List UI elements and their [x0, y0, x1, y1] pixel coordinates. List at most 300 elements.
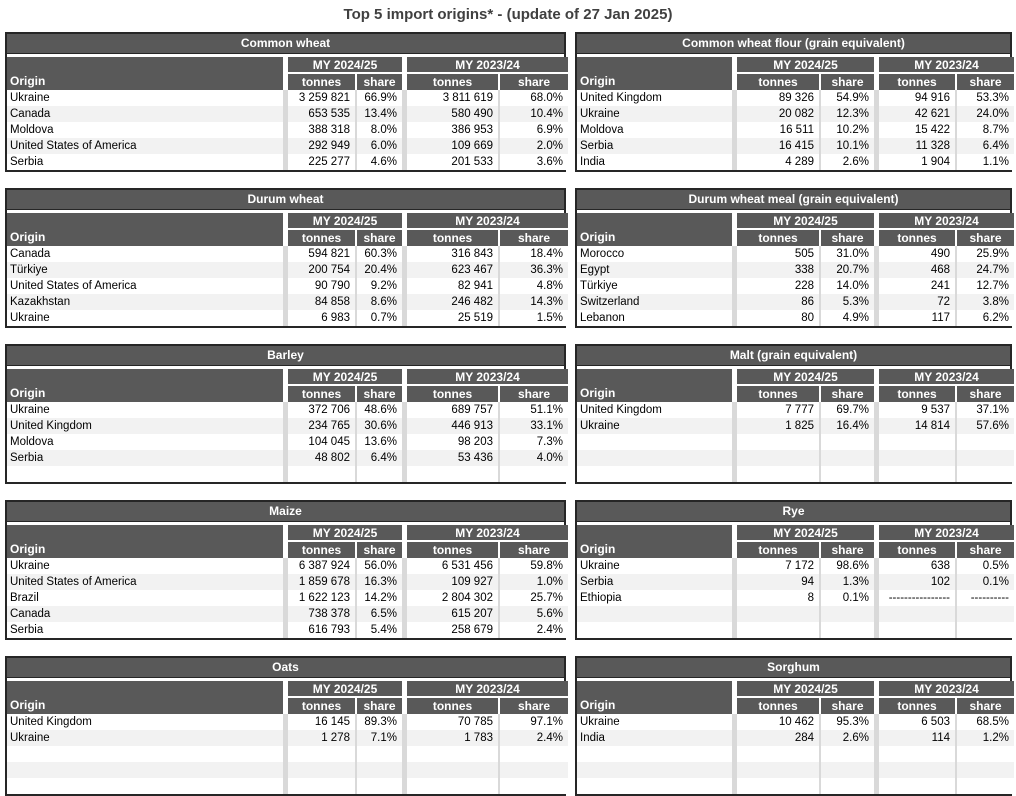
share-current-cell: 7.1% [370, 732, 397, 744]
share-previous-cell: 10.4% [530, 108, 563, 120]
share-current-cell: 13.6% [364, 436, 397, 448]
share-previous-cell: ---------- [970, 592, 1009, 604]
tonnes-previous-cell [407, 746, 498, 762]
tonnes-current-cell [737, 762, 819, 778]
col-header-tonnes: tonnes [288, 385, 355, 402]
table-row [577, 434, 1014, 450]
share-current-cell: 95.3% [836, 716, 869, 728]
share-previous-cell: 14.3% [530, 296, 563, 308]
col-header-origin: Origin [577, 369, 732, 402]
tonnes-current-cell: 292 949 [308, 140, 350, 152]
origin-cell: Serbia [10, 452, 44, 464]
origin-cell: India [580, 732, 605, 744]
col-header-share: share [500, 73, 568, 90]
origin-cell: Ukraine [10, 312, 50, 324]
data-table [7, 213, 568, 326]
origin-cell: United Kingdom [580, 92, 662, 104]
header-row-years [7, 57, 568, 73]
col-header-my-previous: MY 2023/24 [879, 57, 1014, 73]
origin-cell: Ukraine [10, 732, 50, 744]
tonnes-current-cell: 84 858 [314, 296, 350, 308]
table-title: Durum wheat meal (grain equivalent) [577, 190, 1010, 210]
share-current-cell [821, 434, 874, 450]
share-current-cell: 89.3% [364, 716, 397, 728]
share-current-cell: 4.9% [842, 312, 869, 324]
share-previous-cell [500, 466, 568, 482]
table-row [577, 622, 1014, 638]
tonnes-previous-cell: 623 467 [451, 264, 493, 276]
origin-cell: Ukraine [580, 108, 620, 120]
tonnes-previous-cell: 638 [930, 560, 950, 572]
origin-cell: Ukraine [10, 92, 50, 104]
header-row-years [7, 213, 568, 229]
col-header-tonnes: tonnes [288, 697, 355, 714]
col-header-tonnes: tonnes [288, 229, 355, 246]
col-header-share: share [821, 73, 874, 90]
tonnes-current-cell: 388 318 [308, 124, 350, 136]
tonnes-previous-cell: 689 757 [451, 404, 493, 416]
tonnes-current-cell [737, 622, 819, 638]
table-row [7, 106, 568, 122]
origin-cell [577, 622, 732, 638]
tonnes-previous-cell [879, 746, 955, 762]
tonnes-current-cell: 200 754 [308, 264, 350, 276]
col-header-my-current: MY 2024/25 [288, 57, 402, 73]
tonnes-current-cell: 284 [794, 732, 814, 744]
table-row [577, 246, 1014, 262]
share-current-cell: 5.3% [842, 296, 869, 308]
tonnes-current-cell: 228 [794, 280, 814, 292]
header-row-years [577, 213, 1014, 229]
tonnes-previous-cell: 580 490 [451, 108, 493, 120]
origin-cell [577, 778, 732, 794]
origin-cell: Türkiye [10, 264, 48, 276]
col-header-tonnes: tonnes [407, 697, 498, 714]
share-current-cell: 60.3% [364, 248, 397, 260]
col-header-share: share [957, 229, 1014, 246]
share-previous-cell: 37.1% [976, 404, 1009, 416]
table-common-wheat-flour-grain-equivalent [575, 32, 1012, 172]
col-header-tonnes: tonnes [407, 229, 498, 246]
tonnes-current-cell: 372 706 [308, 404, 350, 416]
header-row-years [577, 57, 1014, 73]
share-previous-cell [957, 450, 1014, 466]
share-current-cell: 5.4% [370, 624, 397, 636]
origin-cell: United States of America [10, 280, 137, 292]
table-row [7, 466, 568, 482]
col-header-tonnes: tonnes [288, 541, 355, 558]
share-previous-cell: 68.5% [976, 716, 1009, 728]
table-row [577, 294, 1014, 310]
table-row [7, 90, 568, 106]
origin-cell: Ukraine [10, 404, 50, 416]
share-previous-cell: 3.8% [982, 296, 1009, 308]
origin-cell: United Kingdom [580, 404, 662, 416]
origin-cell: United Kingdom [10, 716, 92, 728]
share-current-cell: 6.0% [370, 140, 397, 152]
share-current-cell: 30.6% [364, 420, 397, 432]
tonnes-previous-cell: 1 783 [464, 732, 493, 744]
table-row [7, 310, 568, 326]
origin-cell: Kazakhstan [10, 296, 71, 308]
tonnes-current-cell [288, 466, 355, 482]
origin-cell: Serbia [580, 576, 614, 588]
table-row [577, 450, 1014, 466]
origin-cell: Türkiye [580, 280, 618, 292]
share-previous-cell [957, 622, 1014, 638]
tonnes-current-cell [288, 746, 355, 762]
tonnes-previous-cell: 109 927 [451, 576, 493, 588]
tonnes-current-cell: 4 289 [785, 156, 814, 168]
share-current-cell [821, 466, 874, 482]
share-previous-cell: 8.7% [982, 124, 1009, 136]
col-header-my-previous: MY 2023/24 [879, 525, 1014, 541]
share-current-cell: 98.6% [836, 560, 869, 572]
tonnes-current-cell: 10 462 [778, 716, 814, 728]
tonnes-previous-cell: 98 203 [457, 436, 493, 448]
tonnes-current-cell: 738 378 [308, 608, 350, 620]
col-header-share: share [500, 385, 568, 402]
col-header-share: share [357, 229, 402, 246]
col-header-share: share [357, 385, 402, 402]
tonnes-current-cell: 80 [801, 312, 814, 324]
col-header-my-current: MY 2024/25 [288, 525, 402, 541]
origin-cell: Ukraine [10, 560, 50, 572]
tonnes-previous-cell: 468 [930, 264, 950, 276]
table-row [7, 138, 568, 154]
table-row [577, 730, 1014, 746]
tonnes-current-cell: 1 278 [321, 732, 350, 744]
table-title: Common wheat flour (grain equivalent) [577, 34, 1010, 54]
col-header-my-current: MY 2024/25 [737, 213, 874, 229]
share-previous-cell: 24.7% [976, 264, 1009, 276]
col-header-share: share [500, 541, 568, 558]
col-header-my-current: MY 2024/25 [288, 369, 402, 385]
col-header-origin: Origin [7, 681, 283, 714]
table-row [7, 450, 568, 466]
table-row [7, 294, 568, 310]
col-header-share: share [357, 697, 402, 714]
share-current-cell: 8.6% [370, 296, 397, 308]
tonnes-current-cell: 7 777 [785, 404, 814, 416]
share-current-cell: 6.5% [370, 608, 397, 620]
table-row [577, 106, 1014, 122]
origin-cell [577, 466, 732, 482]
share-current-cell: 14.0% [836, 280, 869, 292]
col-header-tonnes: tonnes [879, 697, 955, 714]
share-previous-cell: 1.5% [536, 312, 563, 324]
tables-grid [5, 32, 1016, 796]
tonnes-current-cell [737, 434, 819, 450]
share-previous-cell: 51.1% [530, 404, 563, 416]
origin-cell: Switzerland [580, 296, 640, 308]
origin-cell [577, 450, 732, 466]
share-current-cell [357, 746, 402, 762]
col-header-origin: Origin [577, 57, 732, 90]
col-header-my-previous: MY 2023/24 [879, 369, 1014, 385]
col-header-origin: Origin [7, 525, 283, 558]
tonnes-previous-cell: 2 804 302 [441, 592, 493, 604]
tonnes-previous-cell: 446 913 [451, 420, 493, 432]
table-title: Durum wheat [7, 190, 564, 210]
table-row [7, 558, 568, 574]
col-header-my-previous: MY 2023/24 [879, 681, 1014, 697]
tonnes-current-cell [737, 606, 819, 622]
share-previous-cell: 4.8% [536, 280, 563, 292]
origin-cell: India [580, 156, 605, 168]
tonnes-previous-cell: 42 621 [914, 108, 950, 120]
share-previous-cell: 7.3% [536, 436, 563, 448]
share-previous-cell [500, 762, 568, 778]
origin-cell: Egypt [580, 264, 610, 276]
share-current-cell: 20.4% [364, 264, 397, 276]
tonnes-previous-cell: 316 843 [451, 248, 493, 260]
share-previous-cell: 6.4% [982, 140, 1009, 152]
origin-cell [7, 746, 283, 762]
origin-cell: Moldova [580, 124, 624, 136]
page-title: Top 5 import origins* - (update of 27 Jan 2025) [343, 6, 673, 23]
share-previous-cell [957, 466, 1014, 482]
share-previous-cell: 25.9% [976, 248, 1009, 260]
col-header-tonnes: tonnes [737, 73, 819, 90]
table-title: Malt (grain equivalent) [577, 346, 1010, 366]
header-row-years [7, 681, 568, 697]
col-header-tonnes: tonnes [737, 541, 819, 558]
tables-row-3 [5, 344, 1016, 484]
share-current-cell [357, 778, 402, 794]
share-current-cell: 2.6% [842, 156, 869, 168]
data-table [577, 213, 1014, 326]
table-row [7, 418, 568, 434]
tonnes-current-cell: 89 326 [778, 92, 814, 104]
table-row [7, 402, 568, 418]
tables-row-1 [5, 32, 1016, 172]
tonnes-current-cell: 1 859 678 [298, 576, 350, 588]
tables-row-4 [5, 500, 1016, 640]
table-row [577, 278, 1014, 294]
table-title: Maize [7, 502, 564, 522]
data-table [7, 681, 568, 794]
share-current-cell: 2.6% [842, 732, 869, 744]
table-durum-wheat-meal-grain-equivalent [575, 188, 1012, 328]
tonnes-current-cell: 48 802 [314, 452, 350, 464]
tonnes-previous-cell: 14 814 [914, 420, 950, 432]
tonnes-current-cell: 90 790 [314, 280, 350, 292]
tonnes-previous-cell: 94 916 [914, 92, 950, 104]
header-row-years [7, 369, 568, 385]
table-row [7, 746, 568, 762]
tonnes-previous-cell: 3 811 619 [442, 92, 493, 104]
col-header-origin: Origin [7, 57, 283, 90]
col-header-origin: Origin [577, 681, 732, 714]
share-previous-cell: 0.1% [982, 576, 1009, 588]
tonnes-previous-cell: 109 669 [451, 140, 493, 152]
share-current-cell: 66.9% [364, 92, 397, 104]
table-row [577, 558, 1014, 574]
col-header-share: share [821, 229, 874, 246]
tonnes-previous-cell: 25 519 [457, 312, 493, 324]
col-header-my-previous: MY 2023/24 [407, 525, 568, 541]
tonnes-previous-cell: 53 436 [457, 452, 493, 464]
share-current-cell: 10.1% [836, 140, 869, 152]
share-previous-cell: 2.4% [536, 624, 563, 636]
table-row [7, 262, 568, 278]
tonnes-current-cell: 16 511 [779, 124, 814, 136]
tonnes-current-cell: 653 535 [308, 108, 350, 120]
share-current-cell [357, 762, 402, 778]
table-maize [5, 500, 566, 640]
share-previous-cell: 5.6% [536, 608, 563, 620]
tonnes-previous-cell: 117 [931, 312, 950, 324]
table-row [7, 622, 568, 638]
tonnes-previous-cell [407, 466, 498, 482]
origin-cell [7, 466, 283, 482]
origin-cell: United States of America [10, 576, 137, 588]
table-row [577, 138, 1014, 154]
share-previous-cell: 3.6% [536, 156, 563, 168]
share-current-cell: 16.3% [364, 576, 397, 588]
origin-cell: Morocco [580, 248, 625, 260]
col-header-share: share [957, 385, 1014, 402]
tonnes-previous-cell [879, 606, 955, 622]
share-previous-cell [957, 778, 1014, 794]
col-header-my-current: MY 2024/25 [737, 525, 874, 541]
table-title: Common wheat [7, 34, 564, 54]
table-barley [5, 344, 566, 484]
tonnes-previous-cell: 70 785 [457, 716, 493, 728]
table-row [7, 246, 568, 262]
table-title: Rye [577, 502, 1010, 522]
table-row [7, 714, 568, 730]
table-row [577, 714, 1014, 730]
share-previous-cell: 36.3% [530, 264, 563, 276]
share-current-cell [821, 762, 874, 778]
tonnes-previous-cell: 102 [930, 576, 950, 588]
share-previous-cell [500, 746, 568, 762]
table-row [577, 606, 1014, 622]
share-previous-cell: 33.1% [530, 420, 563, 432]
table-row [577, 418, 1014, 434]
table-row [7, 154, 568, 170]
tonnes-previous-cell: 6 503 [921, 716, 950, 728]
col-header-my-current: MY 2024/25 [288, 681, 402, 697]
tonnes-current-cell: 6 387 924 [298, 560, 350, 572]
tonnes-current-cell: 616 793 [308, 624, 350, 636]
tonnes-current-cell: 1 825 [785, 420, 814, 432]
share-previous-cell [957, 746, 1014, 762]
col-header-share: share [821, 385, 874, 402]
share-current-cell [821, 622, 874, 638]
data-table [577, 525, 1014, 638]
tonnes-previous-cell [879, 622, 955, 638]
origin-cell: Brazil [10, 592, 39, 604]
header-row-years [577, 681, 1014, 697]
tonnes-current-cell [288, 778, 355, 794]
table-row [7, 590, 568, 606]
table-rye [575, 500, 1012, 640]
table-row [7, 762, 568, 778]
share-previous-cell: 57.6% [976, 420, 1009, 432]
share-previous-cell: 53.3% [976, 92, 1009, 104]
tonnes-current-cell [737, 778, 819, 794]
tonnes-previous-cell: 615 207 [451, 608, 493, 620]
col-header-tonnes: tonnes [407, 73, 498, 90]
col-header-my-current: MY 2024/25 [288, 213, 402, 229]
data-table [577, 681, 1014, 794]
tonnes-previous-cell: 9 537 [921, 404, 950, 416]
col-header-my-previous: MY 2023/24 [407, 213, 568, 229]
tonnes-previous-cell: 82 941 [457, 280, 493, 292]
table-row [577, 746, 1014, 762]
table-row [7, 434, 568, 450]
share-current-cell: 0.7% [370, 312, 397, 324]
header-row-years [7, 525, 568, 541]
col-header-share: share [500, 697, 568, 714]
share-previous-cell: 1.0% [536, 576, 563, 588]
origin-cell: Canada [10, 108, 51, 120]
share-current-cell: 8.0% [370, 124, 397, 136]
table-row [577, 778, 1014, 794]
share-current-cell: 14.2% [364, 592, 397, 604]
tonnes-previous-cell: 201 533 [451, 156, 493, 168]
col-header-tonnes: tonnes [879, 73, 955, 90]
tables-row-2 [5, 188, 1016, 328]
table-row [577, 574, 1014, 590]
tonnes-previous-cell [407, 778, 498, 794]
tonnes-previous-cell: 258 679 [451, 624, 493, 636]
share-previous-cell [957, 606, 1014, 622]
origin-cell: United Kingdom [10, 420, 92, 432]
table-row [7, 730, 568, 746]
share-current-cell: 31.0% [836, 248, 869, 260]
col-header-tonnes: tonnes [407, 541, 498, 558]
header-row-years [577, 369, 1014, 385]
col-header-share: share [357, 73, 402, 90]
origin-cell [577, 606, 732, 622]
table-row [577, 310, 1014, 326]
col-header-origin: Origin [577, 525, 732, 558]
table-row [7, 606, 568, 622]
share-current-cell: 48.6% [364, 404, 397, 416]
table-row [577, 466, 1014, 482]
tonnes-current-cell: 594 821 [308, 248, 350, 260]
origin-cell: Ukraine [580, 560, 620, 572]
col-header-tonnes: tonnes [288, 73, 355, 90]
table-row [577, 762, 1014, 778]
col-header-share: share [357, 541, 402, 558]
share-current-cell: 0.1% [842, 592, 869, 604]
table-durum-wheat [5, 188, 566, 328]
origin-cell [577, 434, 732, 450]
tonnes-current-cell: 7 172 [785, 560, 814, 572]
share-current-cell [821, 606, 874, 622]
share-previous-cell: 1.2% [982, 732, 1009, 744]
share-previous-cell [957, 434, 1014, 450]
tonnes-previous-cell: 490 [930, 248, 950, 260]
col-header-tonnes: tonnes [737, 697, 819, 714]
tonnes-previous-cell: 114 [931, 732, 950, 744]
tonnes-current-cell [288, 762, 355, 778]
col-header-tonnes: tonnes [407, 385, 498, 402]
origin-cell: Serbia [10, 624, 44, 636]
tonnes-current-cell: 86 [801, 296, 814, 308]
share-previous-cell: 6.9% [536, 124, 563, 136]
data-table [7, 525, 568, 638]
share-current-cell: 6.4% [370, 452, 397, 464]
table-row [7, 278, 568, 294]
col-header-tonnes: tonnes [737, 385, 819, 402]
origin-cell: Moldova [10, 436, 54, 448]
